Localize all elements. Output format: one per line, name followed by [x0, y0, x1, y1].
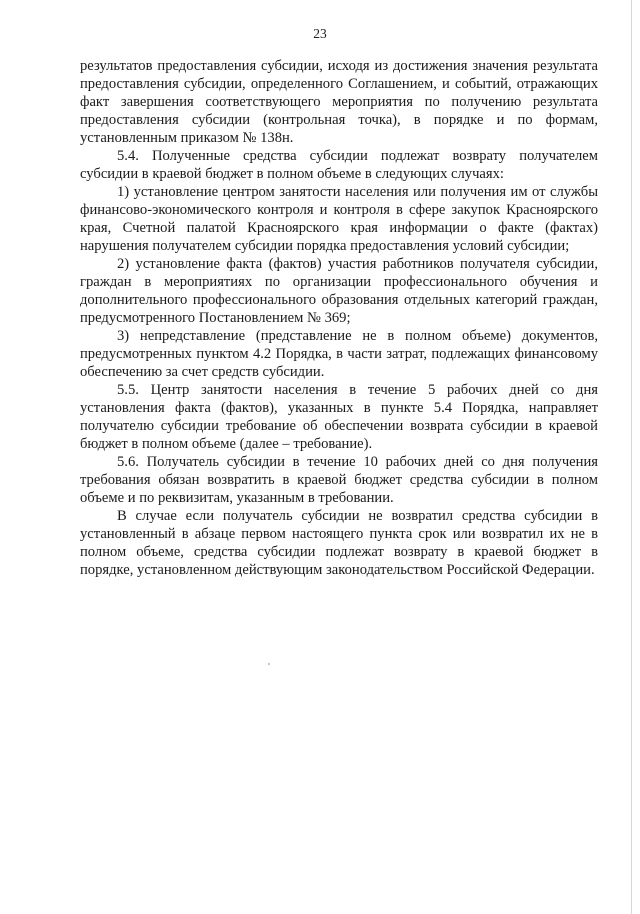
paragraph-5-6-refund: В случае если получатель субсидии не возвратил средства субсидии в установленный в абзаце первом настоящего пункта срок или возвратил их не в полном объеме, средства субсидии подлежат возврату в краевой бюджет в порядке, установленном действующим законодательством Российской Федерации. — [80, 508, 598, 578]
paragraph-5-5: 5.5. Центр занятости населения в течение 5 рабочих дней со дня установления факта (фактов), указанных в пункте 5.4 Порядка, направляет получателю субсидии требование об обеспечении возврата субсидии в краевой бюджет в полном объеме (далее – требование). — [80, 382, 598, 452]
paragraph-5-4: 5.4. Полученные средства субсидии подлежат возврату получателем субсидии в краевой бюджет в полном объеме в следующих случаях: — [80, 148, 598, 182]
paragraph-continuation: результатов предоставления субсидии, исходя из достижения значения результата предоставления субсидии, определенного Соглашением, и событий, отражающих факт завершения соответствующего мероприятия по получению результата предоставления субсидии (контрольная точка), в порядке и по формам, установленным приказом № 138н. — [80, 58, 598, 146]
paragraph-5-4-item-1: 1) установление центром занятости населения или получения им от службы финансово-экономического контроля и контроля в сфере закупок Красноярского края, Счетной палатой Красноярского края информации о факте (фактах) нарушения получателем субсидии порядка предоставления условий субсидии; — [80, 184, 598, 254]
paragraph-5-4-item-2: 2) установление факта (фактов) участия работников получателя субсидии, граждан в мероприятиях по организации профессионального обучения и дополнительного профессионального образования отдельных категорий граждан, предусмотренного Постановлением № 369; — [80, 256, 598, 326]
document-body — [80, 57, 598, 579]
page-number: 23 — [313, 26, 327, 41]
paragraph-5-4-item-3: 3) непредставление (представление не в полном объеме) документов, предусмотренных пунктом 4.2 Порядка, в части затрат, подлежащих финансовому обеспечению за счет средств субсидии. — [80, 328, 598, 380]
paragraph-5-6: 5.6. Получатель субсидии в течение 10 рабочих дней со дня получения требования обязан возвратить в краевой бюджет средства субсидии в полном объеме и по реквизитам, указанным в требовании. — [80, 454, 598, 506]
page-edge-line — [631, 0, 632, 914]
scan-speck — [268, 663, 270, 665]
